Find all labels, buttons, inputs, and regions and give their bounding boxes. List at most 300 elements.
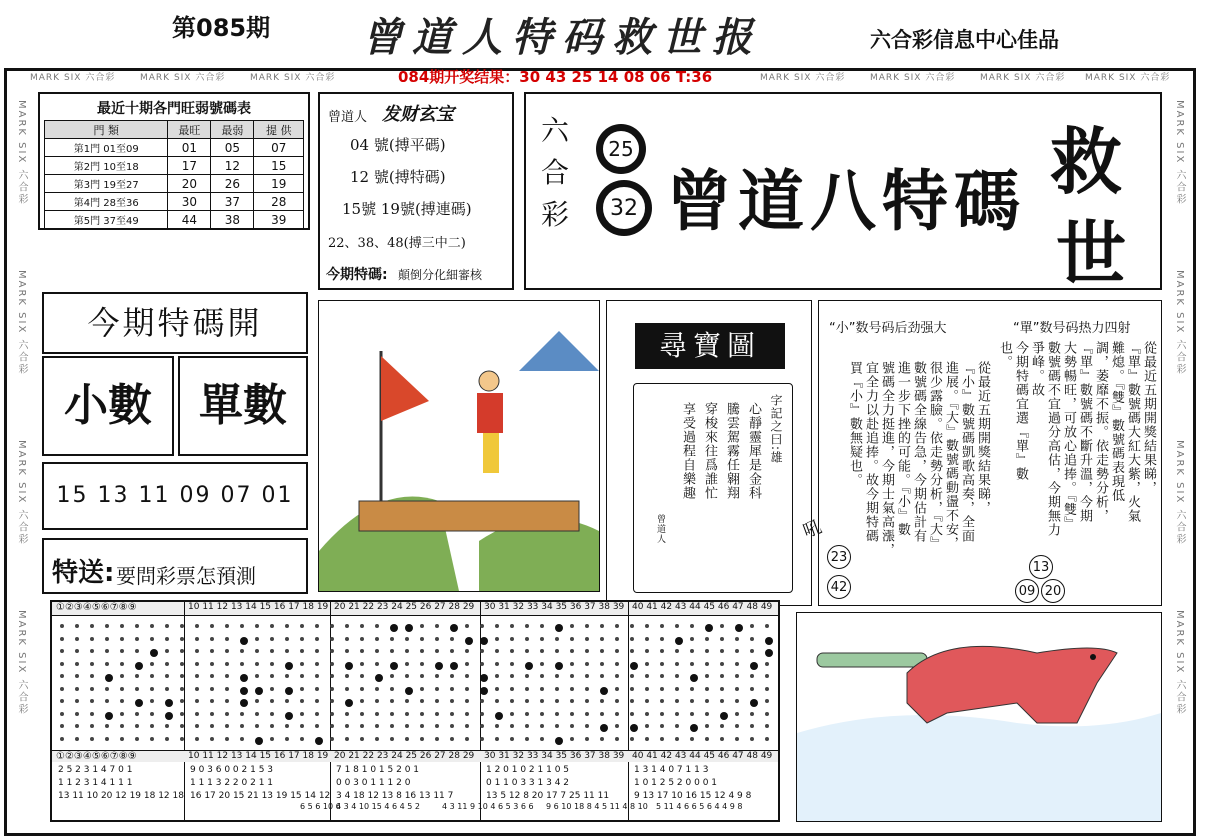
grid-dot (90, 624, 94, 628)
grid-dot (555, 737, 563, 745)
grid-dot (285, 699, 289, 703)
stat: 1 1 2 3 1 4 1 1 1 (58, 778, 133, 788)
grid-dot (195, 674, 199, 678)
grid-dots (52, 618, 778, 748)
grid-dot (750, 687, 754, 691)
grid-dot (660, 699, 664, 703)
grid-dot (210, 637, 214, 641)
open-numbers: 15 13 11 09 07 01 (56, 483, 294, 508)
grid-header: 20 21 22 23 24 25 26 27 28 29 (334, 751, 475, 761)
grid-dot (615, 699, 619, 703)
grid-dot (405, 649, 409, 653)
grid-dot (735, 724, 739, 728)
bridge-scene-icon (319, 301, 599, 591)
grid-dot (135, 662, 143, 670)
grid-dot (435, 724, 439, 728)
grid-dot (135, 624, 139, 628)
grid-dot (180, 699, 184, 703)
grid-dot (555, 699, 559, 703)
grid-dot (225, 649, 229, 653)
grid-dot (720, 687, 724, 691)
masthead-subtitle: 六合彩信息中心佳品 (870, 28, 1059, 52)
grid-dot (765, 699, 769, 703)
grid-dot (765, 624, 769, 628)
grid-dot (450, 699, 454, 703)
grid-dot (495, 687, 499, 691)
watermark-right: MARK SIX 六合彩 (1174, 270, 1185, 376)
grid-dot (735, 624, 743, 632)
grid-dot (450, 724, 454, 728)
grid-dot (660, 687, 664, 691)
grid-dot (615, 624, 619, 628)
grid-dot (510, 737, 514, 741)
grid-dot (225, 674, 229, 678)
grid-dot (675, 687, 679, 691)
grid-dot (765, 712, 769, 716)
grid-dot (525, 724, 529, 728)
special-text: 顛倒分化細審核 (398, 268, 483, 282)
cell: 15 (254, 157, 304, 175)
grid-dot (510, 687, 514, 691)
grid-dot (135, 674, 139, 678)
grid-dot (375, 674, 383, 682)
grid-dot (60, 737, 64, 741)
grid-dot (750, 737, 754, 741)
article-col: 買『小』數無疑也。 (847, 361, 862, 487)
grid-header: 10 11 12 13 14 15 16 17 18 19 (188, 751, 329, 761)
grid-dot (375, 662, 379, 666)
grid-dot (630, 649, 634, 653)
grid-dot (60, 637, 64, 641)
grid-dot (645, 674, 649, 678)
grid-header: 20 21 22 23 24 25 26 27 28 29 (334, 602, 475, 612)
grid-dot (420, 737, 424, 741)
grid-dot (360, 687, 364, 691)
grid-dot (195, 737, 199, 741)
grid-dot (480, 649, 484, 653)
grid-dot (345, 662, 353, 670)
banner-main-title: 曾道八特碼 (666, 162, 1026, 240)
grid-dot (420, 637, 424, 641)
grid-dot (195, 649, 199, 653)
grid-dot (75, 637, 79, 641)
grid-dot (270, 674, 274, 678)
grid-dot (450, 624, 458, 632)
grid-dot (570, 712, 574, 716)
grid-dot (480, 737, 484, 741)
grid-dot (750, 637, 754, 641)
grid-dot (435, 712, 439, 716)
grid-dot (165, 662, 169, 666)
grid-dot (735, 674, 739, 678)
grid-dot (510, 674, 514, 678)
grid-dot (495, 637, 499, 641)
side-char: 六 (540, 114, 569, 147)
grid-dot (645, 699, 649, 703)
grid-dot (90, 637, 94, 641)
hot-cold-table-title: 最近十期各門旺弱號碼表 (97, 101, 251, 117)
grid-dot (675, 712, 679, 716)
table-row (45, 157, 304, 175)
stat: 0 1 1 0 3 3 1 3 4 2 (486, 778, 570, 788)
illustration-bridge (318, 300, 600, 592)
grid-dot (645, 687, 649, 691)
grid-dot (705, 649, 709, 653)
grid-dot (135, 637, 139, 641)
grid-dot (765, 649, 773, 657)
grid-dot (645, 637, 649, 641)
grid-dot (180, 737, 184, 741)
grid-dot (270, 662, 274, 666)
stat: 4 3 11 9 10 4 6 5 3 6 6 (442, 802, 534, 811)
grid-dot (375, 699, 379, 703)
grid-dot (540, 699, 544, 703)
analysis-head-right: “單”数号码热力四射 (1013, 321, 1131, 336)
stat: 1 1 1 3 2 2 0 2 1 1 (190, 778, 274, 788)
cell: 37 (211, 193, 254, 211)
analysis-ball: 20 (1041, 579, 1065, 603)
grid-dot (480, 699, 484, 703)
table-row (45, 211, 304, 229)
grid-dot (510, 649, 514, 653)
grid-dot (645, 662, 649, 666)
grid-dot (270, 737, 274, 741)
grid-dot (555, 674, 559, 678)
grid-dot (105, 662, 109, 666)
grid-dot (285, 724, 289, 728)
grid-dot (540, 724, 544, 728)
grid-dot (390, 674, 394, 678)
grid-dot (585, 624, 589, 628)
grid-dot (630, 737, 634, 741)
number-grid (50, 600, 780, 822)
grid-dot (660, 674, 664, 678)
grid-dot (180, 624, 184, 628)
grid-dot (315, 624, 319, 628)
grid-dot (690, 637, 694, 641)
grid-dot (150, 737, 154, 741)
grid-dot (330, 699, 334, 703)
stat: 1 0 1 2 5 2 0 0 0 1 (634, 778, 718, 788)
grid-dot (600, 737, 604, 741)
grid-dot (765, 637, 773, 645)
grid-dot (600, 662, 604, 666)
grid-dot (735, 637, 739, 641)
grid-dot (300, 674, 304, 678)
grid-dot (750, 712, 754, 716)
grid-dot (495, 624, 499, 628)
grid-dot (120, 712, 124, 716)
grid-dot (60, 674, 64, 678)
grid-dot (675, 624, 679, 628)
watermark-left: MARK SIX 六合彩 (16, 440, 27, 546)
grid-dot (480, 624, 484, 628)
grid-dot (270, 637, 274, 641)
grid-dot (690, 712, 694, 716)
grid-dot (270, 649, 274, 653)
watermark-right: MARK SIX 六合彩 (1174, 440, 1185, 546)
grid-dot (660, 624, 664, 628)
grid-dot (390, 724, 394, 728)
grid-dot (390, 687, 394, 691)
grid-dot (120, 637, 124, 641)
grid-dot (255, 649, 259, 653)
grid-dot (525, 624, 529, 628)
grid-dot (720, 712, 728, 720)
grid-dot (450, 649, 454, 653)
grid-dot (315, 737, 323, 745)
grid-dot (105, 737, 109, 741)
open-numbers-box (42, 462, 308, 530)
grid-dot (735, 662, 739, 666)
watermark-right: MARK SIX 六合彩 (1174, 100, 1185, 206)
grid-dot (180, 687, 184, 691)
article-col: 調，萎靡不振。依走勢分析， (1093, 341, 1108, 523)
grid-dot (315, 724, 319, 728)
scroll (633, 383, 793, 593)
grid-dot (360, 649, 364, 653)
analysis-right-article (997, 341, 1157, 571)
grid-dot (345, 624, 349, 628)
grid-dot (105, 724, 109, 728)
grid-dot (195, 712, 199, 716)
grid-dot (105, 624, 109, 628)
grid-dot (195, 624, 199, 628)
cell: 28 (254, 193, 304, 211)
col-header: 提 供 (254, 121, 304, 139)
grid-dot (330, 737, 334, 741)
issue-number: 第085期 (172, 14, 271, 42)
grid-dot (315, 662, 319, 666)
grid-dot (705, 712, 709, 716)
grid-dot (420, 624, 424, 628)
grid-dot (225, 637, 229, 641)
treasure-col: 享受過程自樂趣 (680, 402, 695, 500)
grid-dot (495, 662, 499, 666)
grid-dot (555, 637, 559, 641)
grid-dot (240, 649, 244, 653)
special-label: 特送: (52, 558, 115, 588)
grid-dot (345, 674, 349, 678)
grid-dot (315, 649, 319, 653)
grid-dot (570, 649, 574, 653)
grid-stats (52, 764, 778, 803)
grid-dot (435, 687, 439, 691)
grid-dot (525, 699, 529, 703)
grid-dot (585, 637, 589, 641)
grid-dot (720, 737, 724, 741)
article-col: 爭峰。故 (1029, 341, 1044, 397)
grid-dot (705, 637, 709, 641)
grid-dot (735, 649, 739, 653)
grid-dot (660, 712, 664, 716)
grid-dot (465, 674, 469, 678)
grid-dot (165, 649, 169, 653)
table-row (45, 139, 304, 157)
watermark-right: MARK SIX 六合彩 (1174, 610, 1185, 716)
grid-dot (615, 724, 619, 728)
grid-header: 30 31 32 33 34 35 36 37 38 39 (484, 751, 625, 761)
grid-dot (195, 687, 199, 691)
side-char: 合 (540, 156, 569, 189)
grid-dot (675, 662, 679, 666)
grid-dot (585, 649, 589, 653)
grid-header: ①②③④⑤⑥⑦⑧⑨ (56, 751, 137, 762)
cell: 38 (211, 211, 254, 229)
stat: 0 0 3 0 1 1 1 2 0 (336, 778, 411, 788)
article-col: 宜全力以赴追捧。故今期特碼 (863, 361, 878, 543)
grid-dot (240, 624, 244, 628)
grid-dot (705, 662, 709, 666)
grid-header-bar (52, 602, 778, 616)
banner-side-text (540, 110, 570, 236)
grid-dot (750, 662, 758, 670)
grid-dot (615, 737, 619, 741)
grid-dot (300, 712, 304, 716)
grid-dot (435, 674, 439, 678)
article-col: 號碼全力挺進，今期士氣高漲， (879, 361, 894, 557)
banner-ball: 32 (602, 186, 646, 230)
hippo-scene-icon (797, 613, 1161, 821)
article-col: 大勢暢旺，可放心追捧。『雙』 (1061, 341, 1076, 531)
article-col: 今期特碼宜選『單』數 (1013, 341, 1028, 481)
grid-dot (390, 649, 394, 653)
grid-dot (60, 687, 64, 691)
stat: 6 5 6 10 6 (300, 802, 341, 811)
grid-dot (630, 662, 638, 670)
stat: 9 13 17 10 16 15 12 4 9 8 (634, 791, 752, 801)
grid-dot (255, 662, 259, 666)
grid-dot (360, 699, 364, 703)
stat: 9 0 3 6 0 0 2 1 5 3 (190, 765, 274, 775)
masthead-title: 曾道人特码救世报 (362, 14, 762, 61)
stat: 3 4 18 12 13 8 16 13 11 7 (336, 791, 454, 801)
grid-dot (615, 674, 619, 678)
article-col: 從最近五期開獎結果睇， (1141, 341, 1156, 495)
grid-dot (255, 724, 259, 728)
grid-dot (315, 699, 319, 703)
hot-cold-table (44, 120, 304, 229)
cell: 第2門 10至18 (45, 157, 168, 175)
grid-dot (615, 712, 619, 716)
grid-dot (210, 649, 214, 653)
grid-dot (525, 637, 529, 641)
grid-dot (60, 699, 64, 703)
grid-dot (165, 737, 169, 741)
stat: 13 11 10 20 12 19 18 12 18 (58, 791, 184, 801)
banner-ball: 25 (602, 130, 640, 168)
grid-dot (600, 712, 604, 716)
hot-cold-table-box (38, 92, 310, 230)
grid-dot (570, 674, 574, 678)
grid-dot (600, 637, 604, 641)
treasure-box (606, 300, 812, 606)
grid-dot (600, 624, 604, 628)
grid-dot (60, 724, 64, 728)
grid-dot (270, 724, 274, 728)
grid-dot (750, 649, 754, 653)
grid-dot (510, 624, 514, 628)
grid-dot (540, 662, 544, 666)
grid-dot (120, 699, 124, 703)
grid-dot (225, 699, 229, 703)
grid-dot (765, 662, 769, 666)
open-title: 今期特碼開 (87, 304, 263, 342)
analysis-ball: 09 (1015, 579, 1039, 603)
open-title-box (42, 292, 308, 354)
grid-dot (600, 687, 608, 695)
grid-dot (480, 712, 484, 716)
cell: 12 (211, 157, 254, 175)
grid-dot (120, 662, 124, 666)
grid-dot (285, 649, 289, 653)
grid-dot (495, 649, 499, 653)
grid-dot (360, 662, 364, 666)
analysis-ball: 13 (1029, 555, 1053, 579)
grid-dot (345, 737, 349, 741)
grid-dot (705, 624, 713, 632)
watermark: MARK SIX 六合彩 (760, 73, 846, 83)
grid-dot (600, 674, 604, 678)
stat: 1 2 0 1 0 2 1 1 0 5 (486, 765, 570, 775)
grid-dot (285, 624, 289, 628)
grid-dot (240, 699, 248, 707)
grid-dot (270, 687, 274, 691)
tip-line: 12 號(搏特碼) (350, 168, 446, 186)
grid-dot (735, 737, 739, 741)
grid-dot (465, 712, 469, 716)
grid-dot (120, 724, 124, 728)
grid-dot (420, 699, 424, 703)
grid-dot (270, 624, 274, 628)
grid-dot (720, 724, 724, 728)
grid-dot (480, 687, 488, 695)
grid-dot (525, 737, 529, 741)
watermark: MARK SIX 六合彩 (980, 73, 1066, 83)
grid-dot (105, 637, 109, 641)
watermark-left: MARK SIX 六合彩 (16, 270, 27, 376)
grid-dot (165, 724, 169, 728)
grid-dot (720, 662, 724, 666)
grid-dot (630, 624, 634, 628)
banner-jiu: 救 (1050, 119, 1123, 204)
grid-dot (570, 724, 574, 728)
grid-dot (135, 712, 139, 716)
grid-dot (285, 662, 293, 670)
grid-dot (615, 637, 619, 641)
grid-dot (225, 712, 229, 716)
grid-dot (705, 699, 709, 703)
grid-dot (450, 687, 454, 691)
grid-dot (465, 662, 469, 666)
grid-dot (690, 737, 694, 741)
grid-dot (465, 724, 469, 728)
article-col: 也。 (997, 341, 1012, 369)
grid-dot (240, 712, 244, 716)
grid-dot (330, 712, 334, 716)
tip-line: 04 號(搏平碼) (350, 136, 446, 154)
grid-dot (405, 712, 409, 716)
grid-dot (645, 712, 649, 716)
grid-dot (330, 674, 334, 678)
grid-dot (165, 674, 169, 678)
grid-dot (465, 649, 469, 653)
tips-heading-right: 发财玄宝 (382, 104, 454, 125)
grid-dot (135, 737, 139, 741)
grid-dot (210, 737, 214, 741)
grid-dot (525, 712, 529, 716)
grid-dot (675, 649, 679, 653)
